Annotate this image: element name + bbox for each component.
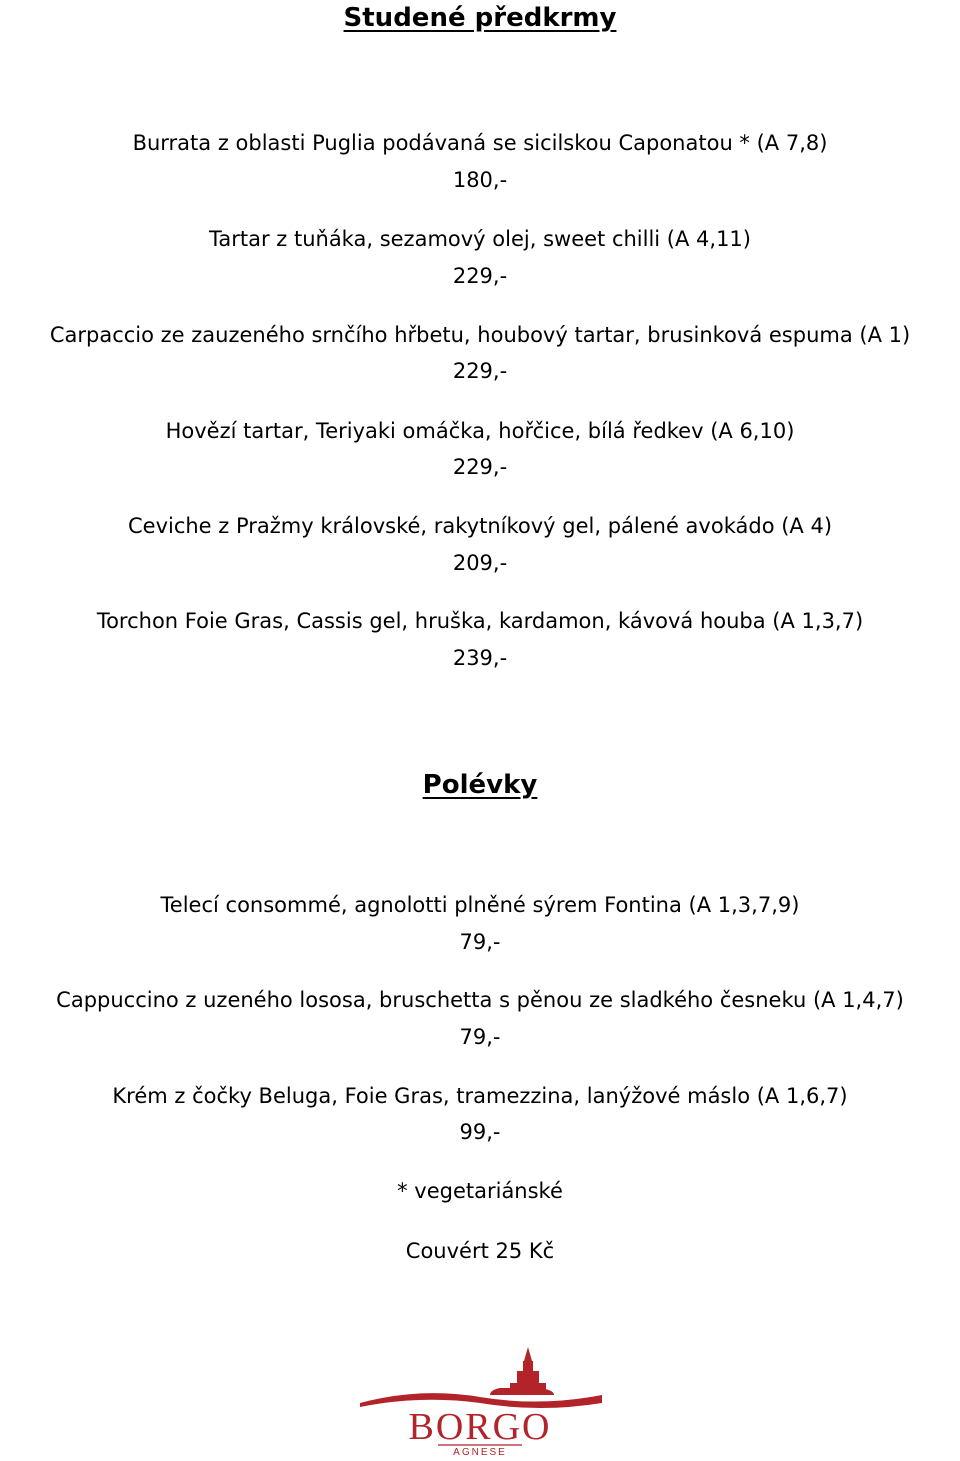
tower-icon	[490, 1347, 554, 1395]
menu-item-price: 79,-	[459, 930, 501, 954]
couvert-note: Couvért 25 Kč	[405, 1239, 555, 1263]
menu-item-price: 209,-	[452, 551, 508, 575]
menu-item-name: Burrata z oblasti Puglia podávaná se sicilskou Caponatou * (A 7,8)	[132, 131, 828, 155]
menu-item-price: 229,-	[452, 264, 508, 288]
menu-item-price: 229,-	[452, 455, 508, 479]
section-title-soups: Polévky	[422, 770, 538, 800]
vegetarian-note: * vegetariánské	[397, 1179, 563, 1203]
menu-item-price: 229,-	[452, 359, 508, 383]
logo-graphic	[340, 1345, 620, 1457]
menu-item-price: 99,-	[459, 1120, 501, 1144]
menu-item-price: 180,-	[452, 168, 508, 192]
menu-item-name: Krém z čočky Beluga, Foie Gras, tramezzina, lanýžové máslo (A 1,6,7)	[112, 1084, 848, 1108]
menu-item-price: 79,-	[459, 1025, 501, 1049]
menu-item-name: Cappuccino z uzeného lososa, bruschetta s pěnou ze sladkého česneku (A 1,4,7)	[56, 988, 904, 1012]
menu-item-name: Torchon Foie Gras, Cassis gel, hruška, kardamon, kávová houba (A 1,3,7)	[96, 609, 864, 633]
section-title-cold-starters: Studené předkrmy	[343, 3, 617, 33]
menu-item-name: Tartar z tuňáka, sezamový olej, sweet chilli (A 4,11)	[209, 227, 751, 251]
logo-subtitle-text: AGNESE	[453, 1447, 507, 1457]
logo-brand-text: BORGO	[408, 1406, 552, 1448]
borgo-agnese-logo	[340, 1345, 620, 1457]
menu-item-name: Carpaccio ze zauzeného srnčího hřbetu, houbový tartar, brusinková espuma (A 1)	[49, 323, 911, 347]
menu-item-name: Ceviche z Pražmy královské, rakytníkový gel, pálené avokádo (A 4)	[127, 514, 833, 538]
menu-item-price: 239,-	[452, 646, 508, 670]
menu-item-name: Telecí consommé, agnolotti plněné sýrem Fontina (A 1,3,7,9)	[160, 893, 800, 917]
menu-item-name: Hovězí tartar, Teriyaki omáčka, hořčice, bílá ředkev (A 6,10)	[165, 419, 795, 443]
